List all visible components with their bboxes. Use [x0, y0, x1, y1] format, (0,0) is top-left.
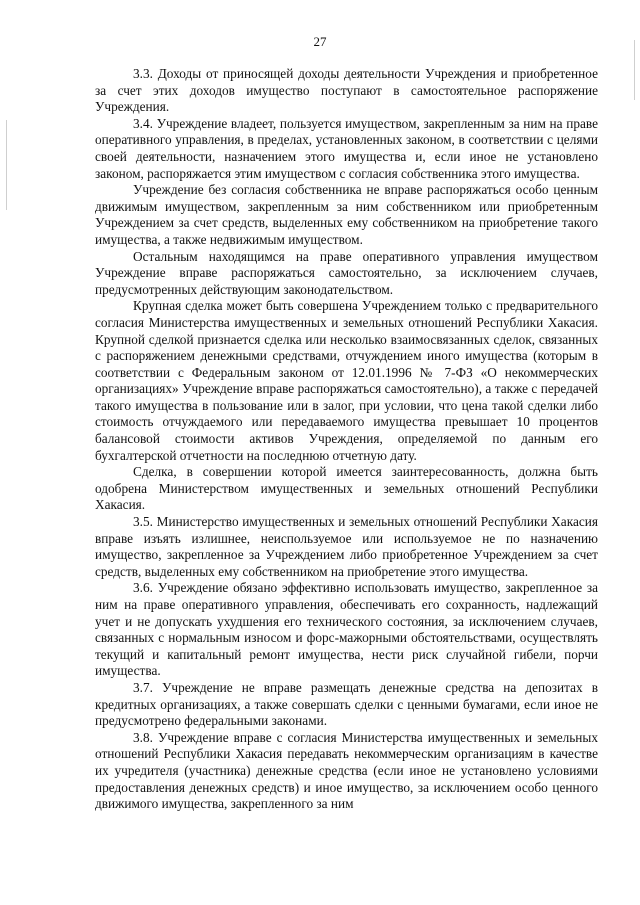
paragraph-3-4: 3.4. Учреждение владеет, пользуется имуществом, закрепленным за ним на праве оперативного управления, в пределах, установленных законом, в соответствии с целями своей деятельности, назначением этого имущества и, если иное не установлено законом, распоряжается этим имуществом с согласия собственника этого имущества.	[95, 115, 598, 181]
page-number: 27	[313, 34, 327, 49]
paragraph-3-5: 3.5. Министерство имущественных и земельных отношений Республики Хакасия вправе изъять излишнее, неиспользуемое или используемое не по назначению имущество, закрепленное за Учреждением либо приобретенное Учреждением за счет средств, выделенных ему собственником на приобретение этого имущества.	[95, 514, 598, 579]
paragraph-interested-transaction: Сделка, в совершении которой имеется заинтересованность, должна быть одобрена Министерством имущественных и земельных отношений Республики Хакасия.	[95, 464, 598, 513]
paragraph-3-7: 3.7. Учреждение не вправе размещать денежные средства на депозитах в кредитных организациях, а также совершать сделки с ценными бумагами, если иное не предусмотрено федеральными законами.	[95, 679, 598, 729]
paragraph-3-6: 3.6. Учреждение обязано эффективно использовать имущество, закрепленное за ним на праве оперативного управления, обеспечивать его сохранность, надлежащий учет и не допускать ухудшения его технического состояния, за исключением случаев, связанных с нормальным износом и форс-мажорными обстоятельствами, осуществлять текущий и капитальный ремонт имущества, нести риск случайной гибели, порчи имущества.	[95, 580, 598, 679]
paragraph-major-transaction: Крупная сделка может быть совершена Учреждением только с предварительного согласия Министерства имущественных и земельных отношений Республики Хакасия. Крупной сделкой признается сделка или несколько взаимосвязанных сделок, связанных с распоряжением денежными средствами, отчуждением иного имущества (которым в соответствии с Федеральным законом от 12.01.1996 № 7-ФЗ «О некоммерческих организациях» Учреждение вправе распоряжаться самостоятельно), а также с передачей такого имущества в пользование или в залог, при условии, что цена такой сделки либо стоимость отчуждаемого или передаваемого имущества превышает 10 процентов балансовой стоимости активов Учреждения, определяемой по данным его бухгалтерской отчетности на последнюю отчетную дату.	[95, 298, 598, 463]
document-body	[95, 66, 598, 813]
paragraph-3-8: 3.8. Учреждение вправе с согласия Министерства имущественных и земельных отношений Республики Хакасия передавать некоммерческим организациям в качестве их учредителя (участника) денежные средства (если иное не установлено условиями предоставления денежных средств) и иное имущество, за исключением особо ценного движимого имущества, закрепленного за ним	[95, 729, 598, 812]
paragraph-other-property: Остальным находящимся на праве оперативного управления имуществом Учреждение вправе распоряжаться самостоятельно, за исключением случаев, предусмотренных действующим законодательством.	[95, 248, 598, 297]
paragraph-valuable-property: Учреждение без согласия собственника не вправе распоряжаться особо ценным движимым имуществом, закрепленным за ним собственником или приобретенным Учреждением за счет средств, выделенных ему собственником на приобретение такого имущества, а также недвижимым имуществом.	[95, 182, 598, 247]
scan-edge-mark-left	[6, 120, 7, 210]
paragraph-3-3: 3.3. Доходы от приносящей доходы деятельности Учреждения и приобретенное за счет этих доходов имущество поступают в самостоятельное распоряжение Учреждения.	[95, 66, 598, 115]
